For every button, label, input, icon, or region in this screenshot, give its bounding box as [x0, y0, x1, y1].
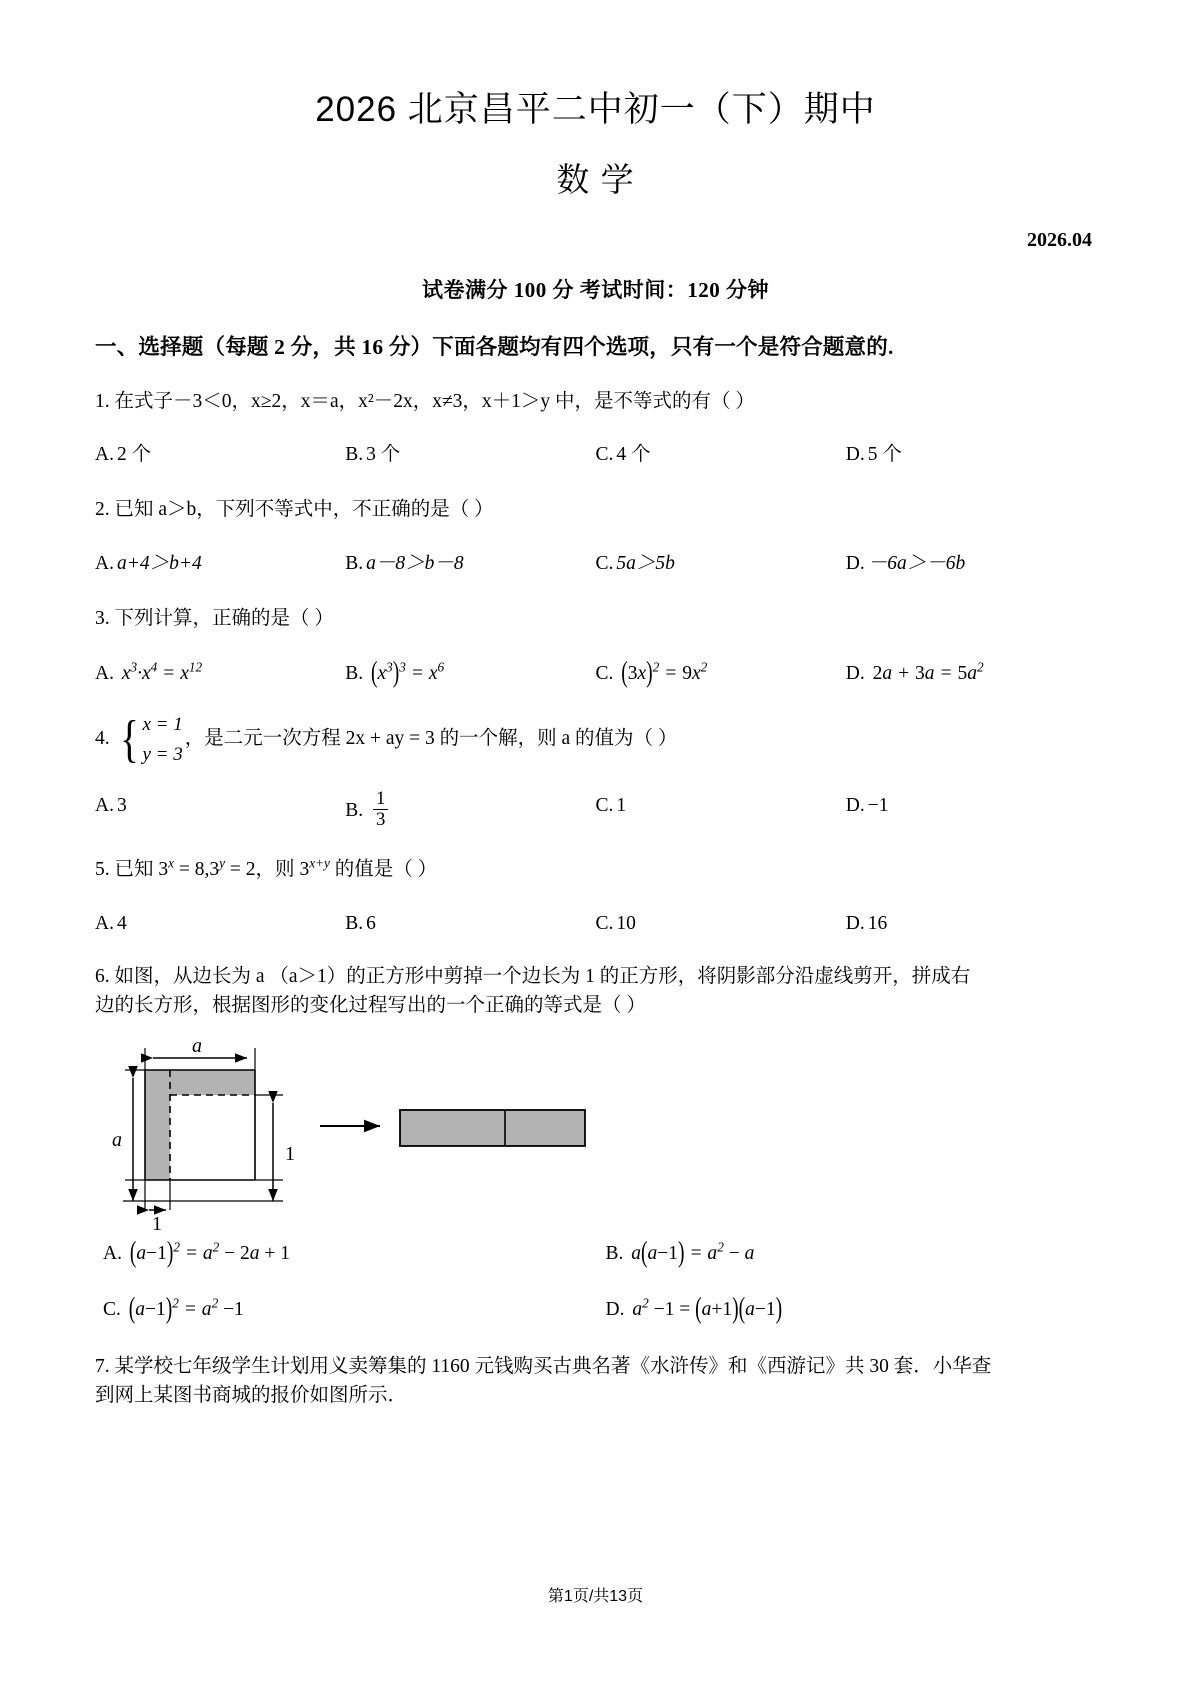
- left-brace-icon: {: [119, 710, 139, 768]
- subject-title: 数 学: [556, 160, 635, 198]
- option-6-b-label: B.: [605, 1243, 624, 1265]
- page-title: 2026 北京昌平二中初一（下）期中: [315, 90, 876, 129]
- option-2-d-label: D.: [845, 552, 865, 574]
- option-2-b[interactable]: [345, 549, 595, 578]
- question-5-number: 5.: [95, 859, 110, 881]
- option-5-c-label: C.: [595, 912, 614, 934]
- question-4-text: ，是二元一次方程 2x + ay = 3 的一个解，则 a 的值为（ ）: [184, 728, 678, 750]
- option-5-b-label: B.: [345, 912, 364, 934]
- option-6-d-label: D.: [605, 1298, 625, 1320]
- option-2-d[interactable]: [846, 549, 1096, 578]
- exam-meta: 试卷满分 100 分 考试时间：120 分钟: [422, 277, 769, 302]
- question-5-options: [95, 885, 1096, 938]
- question-1-text: 在式子－3＜0，x≥2，x＝a，x²－2x，x≠3，x＋1＞y 中，是不等式的有（ ）: [114, 390, 755, 412]
- figure-label-a-left: a: [112, 1129, 122, 1152]
- option-1-b-label: B.: [345, 444, 364, 465]
- option-5-a-value: 4: [116, 912, 127, 934]
- option-3-c-label: C.: [595, 663, 614, 684]
- figure-label-1-bottom: 1: [152, 1213, 162, 1234]
- option-2-a[interactable]: [95, 549, 345, 578]
- option-4-b[interactable]: [345, 788, 595, 831]
- option-6-c-label: C.: [103, 1298, 121, 1320]
- question-6-number: 6.: [95, 965, 110, 987]
- question-4-options: [95, 769, 1096, 831]
- option-2-b-label: B.: [345, 552, 364, 574]
- question-2-text: 已知 a＞b，下列不等式中，不正确的是（ ）: [114, 499, 494, 521]
- option-3-a-value: $x^3\cdot x^4 = x^{12}$: [121, 659, 203, 684]
- question-5: [95, 831, 1096, 884]
- option-1-b[interactable]: [345, 440, 595, 469]
- option-5-d-label: D.: [845, 912, 865, 934]
- option-6-d-value: $a^2 -1 = (a+1)(a-1)$: [632, 1293, 783, 1325]
- option-3-a-label: A.: [95, 663, 114, 684]
- question-6-line2: 边的长方形，根据图形的变化过程写出的一个正确的等式是（ ）: [95, 995, 646, 1017]
- question-3-options: [95, 633, 1096, 688]
- option-5-a[interactable]: [95, 909, 345, 938]
- option-6-b[interactable]: [596, 1239, 1097, 1268]
- option-3-d[interactable]: [846, 659, 1096, 688]
- question-3-text: 下列计算，正确的是（ ）: [114, 607, 334, 629]
- option-2-c-label: C.: [595, 552, 614, 574]
- option-1-c-label: C.: [595, 444, 614, 465]
- option-3-d-value: $2a + 3a = 5a^2$: [872, 659, 984, 684]
- option-1-d-label: D.: [845, 444, 865, 465]
- option-1-a-label: A.: [95, 444, 114, 465]
- option-2-c[interactable]: [596, 549, 846, 578]
- option-4-c[interactable]: [596, 791, 846, 831]
- option-1-b-value: 3 个: [366, 444, 401, 465]
- question-1: [95, 361, 1096, 416]
- cut-out-square: [170, 1095, 255, 1180]
- option-1-d[interactable]: [846, 440, 1096, 469]
- option-4-a-label: A.: [95, 795, 114, 817]
- option-4-d-label: D.: [845, 795, 865, 817]
- option-1-c-value: 4 个: [616, 444, 651, 465]
- option-5-b[interactable]: [345, 909, 595, 938]
- option-2-a-value: a+4＞b+4: [116, 552, 202, 574]
- option-1-d-value: 5 个: [867, 444, 902, 465]
- option-4-b-value: $\frac{1}{3}$: [373, 789, 388, 829]
- question-1-options: [95, 416, 1096, 469]
- question-2: [95, 469, 1096, 524]
- option-2-d-value: －6a＞－6b: [867, 552, 966, 574]
- question-6-line1-text: 如图，从边长为 a （a＞1）的正方形中剪掉一个边长为 1 的正方形，将阴影部分沿虚线剪开，拼成右: [114, 965, 971, 987]
- square-cut-diagram: [105, 1038, 665, 1233]
- question-7-number: 7.: [95, 1355, 110, 1377]
- option-6-a-value: $(a-1)^2 = a^2 - 2a + 1$: [129, 1238, 291, 1270]
- question-2-options: [95, 525, 1096, 578]
- option-2-b-value: a－8＞b－8: [366, 552, 464, 574]
- question-6-options-row1: [95, 1233, 1096, 1268]
- question-6: [95, 938, 1096, 1021]
- question-7-line1: [95, 1352, 1096, 1381]
- question-2-number: 2.: [95, 499, 110, 521]
- option-4-d[interactable]: [846, 791, 1096, 831]
- option-1-a[interactable]: [95, 440, 345, 469]
- option-5-a-label: A.: [95, 912, 114, 934]
- option-3-b[interactable]: [345, 659, 595, 688]
- option-3-c-value: $(3x)^2 = 9x^2$: [621, 657, 708, 690]
- option-4-c-label: C.: [595, 795, 614, 817]
- option-3-a[interactable]: [95, 659, 345, 688]
- option-4-c-value: 1: [616, 795, 627, 817]
- option-6-c[interactable]: [95, 1295, 596, 1324]
- option-5-c[interactable]: [596, 909, 846, 938]
- question-7: [95, 1324, 1096, 1411]
- result-rectangle: [400, 1110, 585, 1146]
- option-6-c-value: $(a-1)^2 = a^2 -1$: [128, 1293, 244, 1325]
- exam-date: 2026.04: [1027, 228, 1092, 251]
- option-3-b-label: B.: [345, 663, 364, 684]
- question-6-options-row2: [95, 1269, 1096, 1324]
- question-4: [95, 688, 1096, 769]
- question-7-line2: 到网上某图书商城的报价如图所示．: [95, 1385, 408, 1407]
- option-6-d[interactable]: [596, 1295, 1097, 1324]
- option-6-b-value: $a(a-1) = a^2 - a$: [631, 1238, 755, 1270]
- option-2-a-label: A.: [95, 552, 114, 574]
- option-4-a-value: 3: [116, 795, 127, 817]
- option-1-a-value: 2 个: [116, 444, 152, 465]
- question-3-number: 3.: [95, 607, 110, 629]
- option-3-c[interactable]: [596, 659, 846, 688]
- option-5-d[interactable]: [846, 909, 1096, 938]
- question-5-text: 已知 $3^x = 8,3^y = 2$，则 $3^{x+y}$ 的值是（ ）: [114, 855, 438, 881]
- page-indicator: 第1页/共13页: [547, 1588, 644, 1605]
- section-heading: 一、选择题（每题 2 分，共 16 分）下面各题均有四个选项，只有一个是符合题意的.: [95, 334, 894, 359]
- question-4-number: 4.: [95, 728, 110, 750]
- option-5-d-value: 16: [867, 912, 888, 934]
- question-4-system: [117, 710, 183, 769]
- option-5-c-value: 10: [616, 912, 636, 934]
- option-1-c[interactable]: [596, 440, 846, 469]
- question-4-eq1: x = 1: [142, 714, 183, 736]
- option-2-c-value: 5a＞5b: [616, 552, 675, 574]
- question-6-line1: [95, 962, 1096, 991]
- option-6-a[interactable]: [95, 1239, 596, 1268]
- option-3-d-label: D.: [845, 663, 865, 684]
- option-4-d-value: −1: [867, 795, 889, 817]
- figure-label-1-right: 1: [285, 1143, 295, 1166]
- question-7-line1-text: 某学校七年级学生计划用义卖筹集的 1160 元钱购买古典名著《水浒传》和《西游记》共 30 套．小华查: [114, 1355, 992, 1377]
- option-6-a-label: A.: [103, 1243, 122, 1265]
- option-4-a[interactable]: [95, 791, 345, 831]
- question-3: [95, 578, 1096, 633]
- question-1-number: 1.: [95, 390, 110, 412]
- option-4-b-label: B.: [345, 799, 364, 821]
- option-3-b-value: $(x^3)^3 = x^6$: [371, 657, 445, 690]
- figure-label-a-top: a: [192, 1038, 202, 1058]
- question-4-eq2: y = 3: [142, 743, 183, 765]
- page-footer: [0, 1583, 1191, 1606]
- question-6-figure: [95, 1038, 1096, 1233]
- option-5-b-value: 6: [366, 912, 376, 934]
